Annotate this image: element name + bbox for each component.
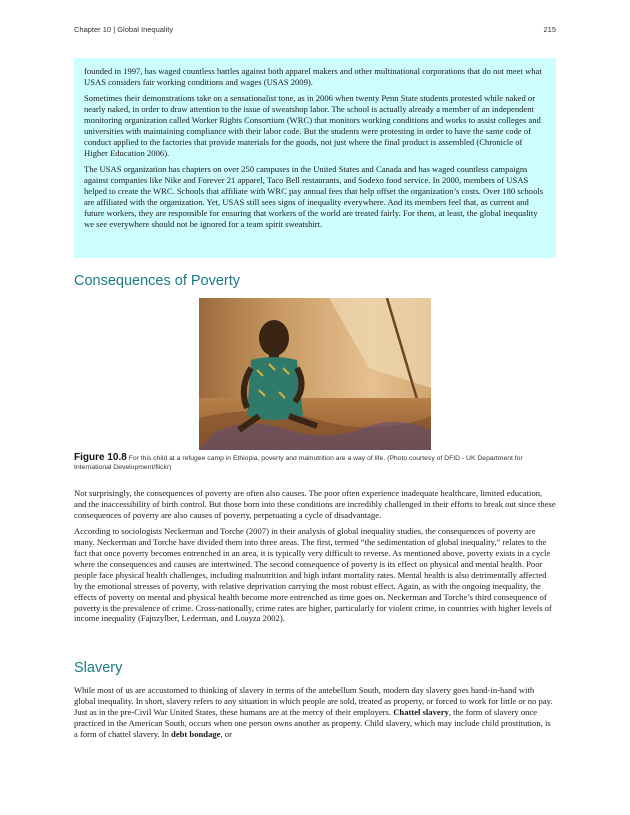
figure-caption-text: For this child at a refugee camp in Ethiopia, poverty and malnutrition are a way of life. (Photo courtesy of DFID - UK Department for International Development/flickr) <box>74 455 523 471</box>
body-paragraph <box>74 685 556 740</box>
figure-label: Figure 10.8 <box>74 452 127 463</box>
page-number: 215 <box>543 25 556 34</box>
heading-slavery: Slavery <box>74 660 123 676</box>
term-debt-bondage: debt bondage <box>171 728 221 739</box>
poverty-body-text <box>74 488 556 630</box>
slavery-text: , or <box>220 728 232 739</box>
photo-illustration <box>199 298 431 450</box>
chapter-title: Chapter 10 | Global Inequality <box>74 25 174 34</box>
callout-paragraph: The USAS organization has chapters on over 250 campuses in the United States and Canada and has waged countless campaigns against companies like Nike and Forever 21 apparel, Taco Bell restaurants, and Sodexo food service. In 2000, members of USAS helped to create the WRC. Schools that affiliate with WRC pay annual fees that help offset the organization’s costs. Over 180 schools are affiliated with the organization. Yet, USAS still sees signs of inequality everywhere. And its members feel that, as current and future workers, they are responsible for ensuring that workers of the world are treated fairly. For them, at least, the global inequality we see everywhere should not be ignored for a team spirit sweatshirt. <box>84 164 544 229</box>
callout-paragraph: Sometimes their demonstrations take on a sensationalist tone, as in 2006 when twenty Penn State students protested while naked or nearly naked, in order to draw attention to the issue of sweatshop labor. The school is actually already a member of an independent monitoring organization called Worker Rights Consortium (WRC) that monitors working conditions and works to assist colleges and universities with maintaining compliance with their labor code. But the students were protesting in order to have the same code of conduct applied to the factories that provide materials for the goods, not just where the final product is assembled (Chronicle of Higher Education 2006). <box>84 93 541 158</box>
slavery-text: While most of us are accustomed to thinking of slavery in terms of the antebellum South, modern day slavery goes hand-in-hand with global inequality. In short, slavery refers to any situation in which people are sold, treated as property, or forced to work for little or no pay. Just as in the pre-Civil War United States, these humans are at the mercy of their employers. <box>74 685 553 717</box>
callout-paragraph: founded in 1997, has waged countless battles against both apparel makers and other multinational corporations that do not meet what USAS considers fair working conditions and wages (USAS 2009). <box>84 66 542 87</box>
page-header <box>74 25 556 37</box>
body-paragraph: According to sociologists Neckerman and Torche (2007) in their analysis of global inequality studies, the consequences of poverty are many. Neckerman and Torche have divided them into three areas. The first, termed “the sedimentation of global inequality,” relates to the fact that once poverty becomes entrenched in an area, it is typically very difficult to reverse. As mentioned above, poverty exists in a cycle where the consequences and causes are intertwined. The second consequence of poverty is its effect on physical and mental health. Poor people face physical health challenges, including malnutrition and high infant mortality rates. Mental health is also detrimentally affected by the emotional stresses of poverty, with relative deprivation carrying the most robust effect. Again, as with the ongoing inequality, the effects of poverty on mental and physical health become more entrenched as time goes on. Neckerman and Torche’s third consequence of poverty is the prevalence of crime. Cross-nationally, crime rates are higher, particularly for violent crime, in countries with higher levels of income inequality (Fajnzylber, Lederman, and Loayza 2002). <box>74 526 552 624</box>
term-chattel-slavery: Chattel slavery <box>393 706 449 717</box>
figure-child-refugee-photo <box>199 298 431 450</box>
slavery-text: , the form of slavery once practiced in the American South, occurs when one person owns another as property. Child slavery, which may include child prostitution, is a form of chattel slavery. In <box>74 706 551 739</box>
body-paragraph: Not surprisingly, the consequences of poverty are often also causes. The poor often experience inadequate healthcare, limited education, and the inaccessibility of birth control. But those born into these conditions are incredibly challenged in their efforts to break out since these consequences of poverty are also causes of poverty, perpetuating a cycle of disadvantage. <box>74 488 556 520</box>
heading-consequences-of-poverty: Consequences of Poverty <box>74 273 241 289</box>
feature-callout-box <box>74 58 556 258</box>
slavery-body-text <box>74 685 556 745</box>
figure-caption <box>74 453 556 472</box>
